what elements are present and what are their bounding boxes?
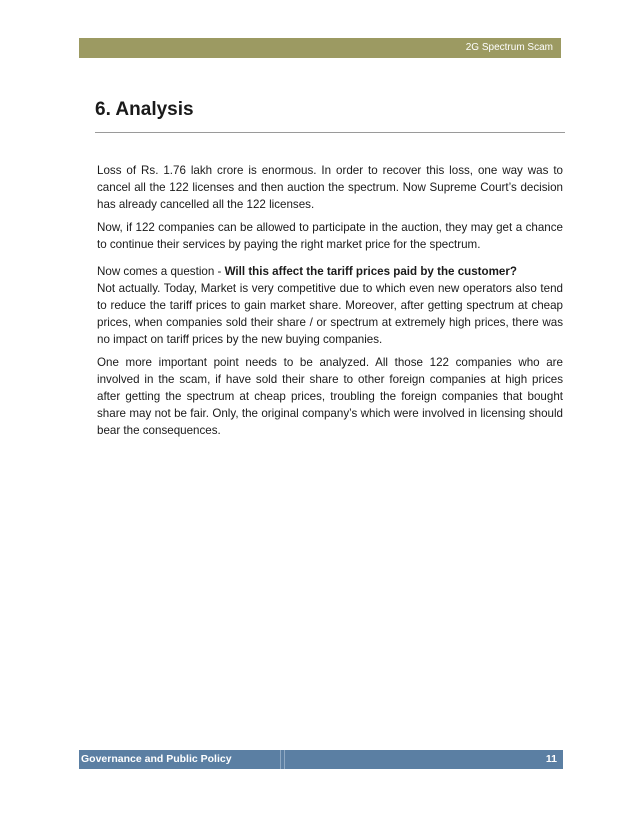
footer-bar [79,750,563,769]
header-bar [79,38,561,58]
footer-title: Governance and Public Policy [81,753,232,765]
paragraph-4: One more important point needs to be analyzed. All those 122 companies who are involved in the scam, if have sold their share to other foreign companies at high prices after getting the spectrum at cheap prices, troubling the foreign companies that bought share may not be fair. Only, the original company’s which were involved in licensing should bear the consequences. [97,356,563,437]
paragraph-3: Not actually. Today, Market is very competitive due to which even new operators also tend to reduce the tariff prices to gain market share. Moreover, after getting spectrum at cheap prices, when companies sold their share / or spectrum at extremely high prices, there was no impact on tariff prices by the new buying companies. [97,282,563,346]
section-title: 6. Analysis [95,99,194,120]
footer-divider [284,750,285,769]
footer-divider [280,750,281,769]
title-divider [95,132,565,133]
paragraph-1: Loss of Rs. 1.76 lakh crore is enormous. In order to recover this loss, one way was to cancel all the 122 licenses and then auction the spectrum. Now Supreme Court’s decision has already cancelled all the 122 licenses. [97,164,563,211]
page-number: 11 [545,753,557,765]
paragraph-2: Now, if 122 companies can be allowed to participate in the auction, they may get a chance to continue their services by paying the right market price for the spectrum. [97,221,563,251]
header-title: 2G Spectrum Scam [465,42,553,53]
question-intro: Now comes a question - [97,265,225,278]
question-line [97,263,563,280]
question-bold: Will this affect the tariff prices paid by the customer? [224,265,517,278]
body-text [97,162,563,445]
